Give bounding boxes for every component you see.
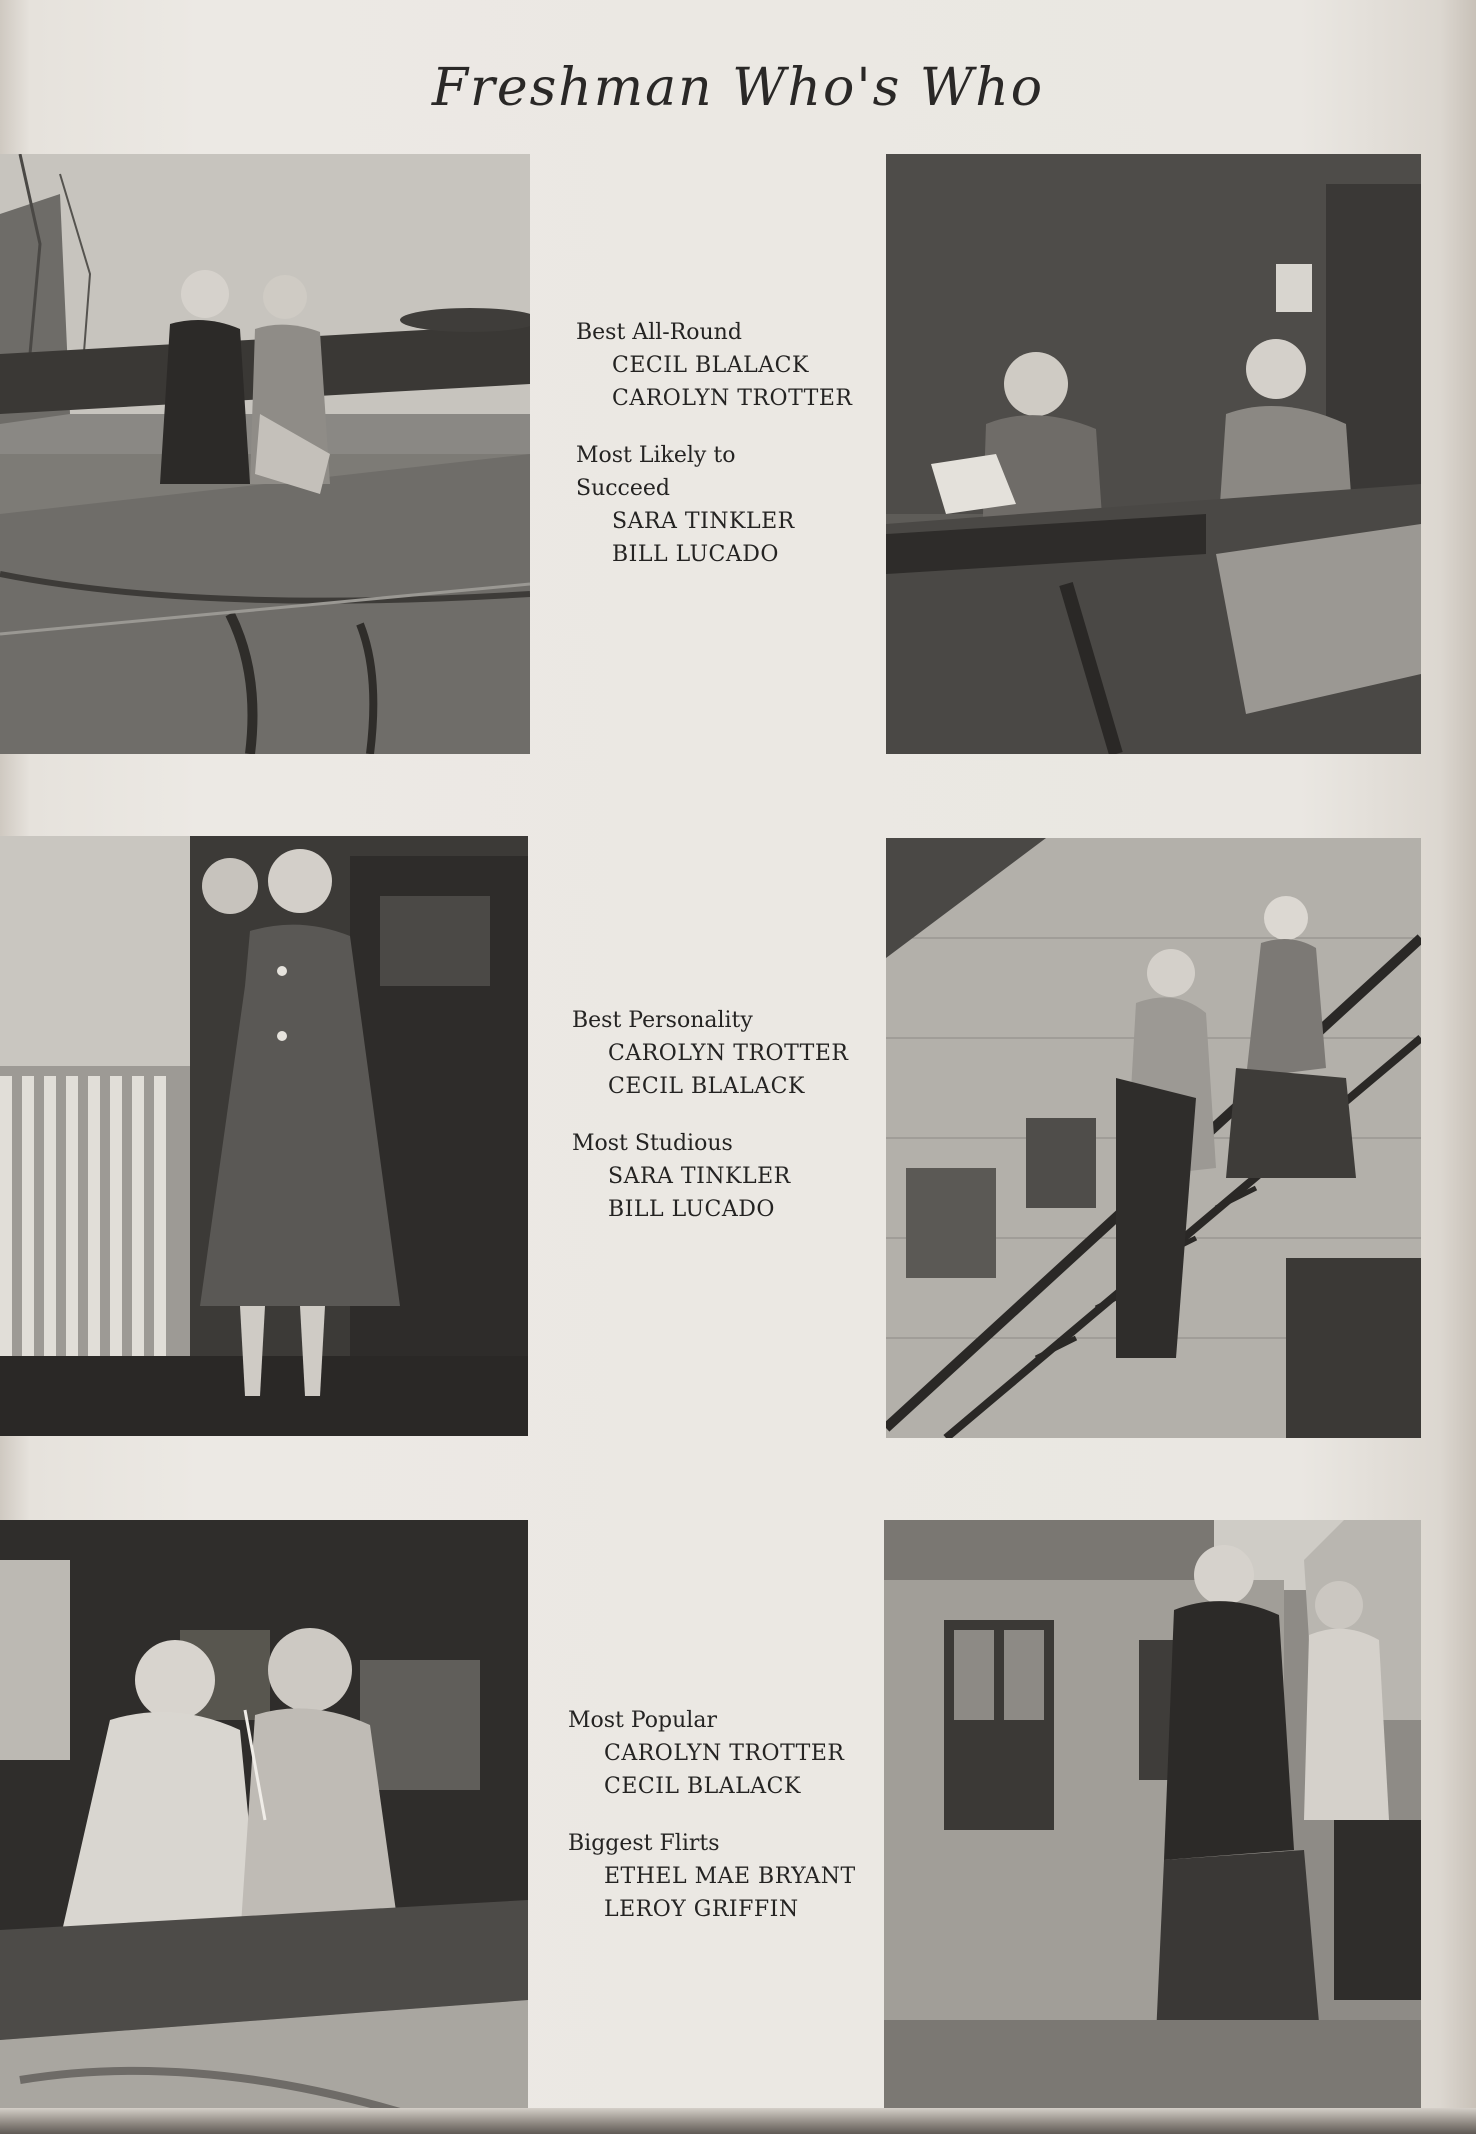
photo-biggest-flirts bbox=[884, 1520, 1421, 2118]
caption-row-2 bbox=[572, 1004, 848, 1226]
award-name: BILL LUCADO bbox=[612, 542, 779, 567]
award-category: Best Personality bbox=[572, 1008, 753, 1033]
award-category: Most Likely to bbox=[576, 443, 736, 468]
award-category: Biggest Flirts bbox=[568, 1831, 720, 1856]
photo-best-all-round bbox=[0, 154, 530, 754]
award-name: CECIL BLALACK bbox=[608, 1074, 805, 1099]
award-name: SARA TINKLER bbox=[612, 509, 795, 534]
award-name: BILL LUCADO bbox=[608, 1197, 775, 1222]
photo-most-popular bbox=[0, 1520, 528, 2118]
award-name: SARA TINKLER bbox=[608, 1164, 791, 1189]
photo-most-studious bbox=[886, 838, 1421, 1438]
award-name: CECIL BLALACK bbox=[612, 353, 809, 378]
award-category: Best All-Round bbox=[576, 320, 742, 345]
award-category: Most Studious bbox=[572, 1131, 733, 1156]
award-name: LEROY GRIFFIN bbox=[604, 1897, 799, 1922]
award-name: CAROLYN TROTTER bbox=[604, 1741, 845, 1766]
award-name: CECIL BLALACK bbox=[604, 1774, 801, 1799]
page-bottom-edge bbox=[0, 2108, 1476, 2134]
award-category: Most Popular bbox=[568, 1708, 717, 1733]
award-name: CAROLYN TROTTER bbox=[608, 1041, 849, 1066]
award-name: CAROLYN TROTTER bbox=[612, 386, 853, 411]
award-category: Succeed bbox=[576, 476, 671, 501]
page-title: Freshman Who's Who bbox=[431, 58, 1045, 118]
caption-row-3 bbox=[568, 1704, 856, 1926]
photo-most-likely-to-succeed bbox=[886, 154, 1421, 754]
caption-row-1 bbox=[576, 316, 852, 571]
photo-best-personality bbox=[0, 836, 528, 1436]
award-name: ETHEL MAE BRYANT bbox=[604, 1864, 856, 1889]
